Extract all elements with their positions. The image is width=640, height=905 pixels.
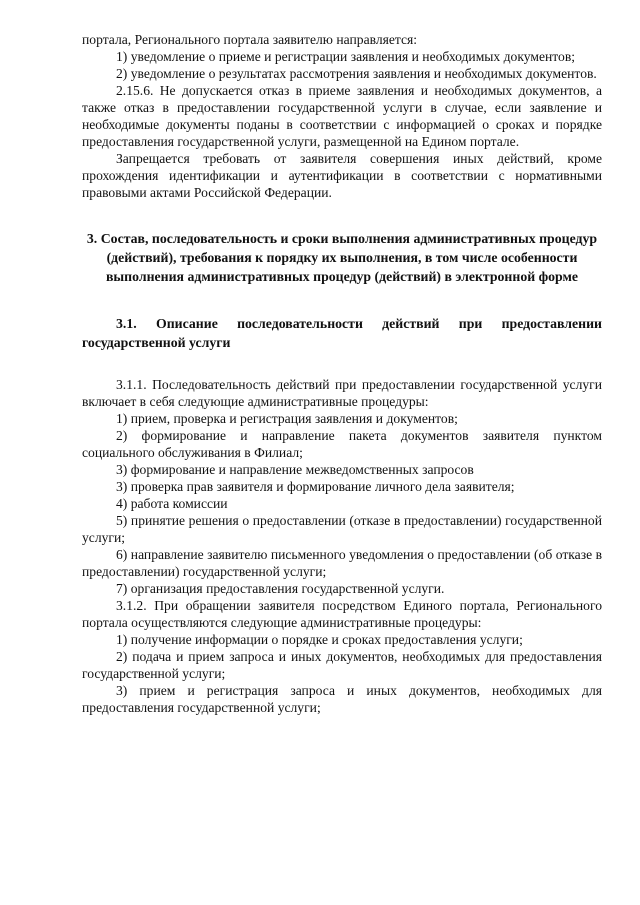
paragraph: 3.1.1. Последовательность действий при предоставлении государственной услуги включает в себя следующие административные процедуры: [82, 377, 602, 409]
list-item: 7) организация предоставления государственной услуги. [116, 581, 445, 596]
list-item: 2) формирование и направление пакета документов заявителя пунктом социального обслуживания в Филиал; [82, 428, 602, 460]
list-item: 2) подача и прием запроса и иных документов, необходимых для предоставления государственной услуги; [82, 649, 602, 681]
list-item: 3) проверка прав заявителя и формирование личного дела заявителя; [116, 479, 515, 494]
list-item: 1) прием, проверка и регистрация заявления и документов; [116, 411, 458, 426]
subsection-heading: 3.1. Описание последовательности действий при предоставлении государственной услуги [82, 316, 602, 350]
list-item: 4) работа комиссии [116, 496, 228, 511]
list-item: 1) уведомление о приеме и регистрации заявления и необходимых документов; [116, 49, 576, 64]
list-item: 3) формирование и направление межведомственных запросов [116, 462, 474, 477]
paragraph: Запрещается требовать от заявителя совершения иных действий, кроме прохождения идентификации и аутентификации в соответствии с нормативными правовыми актами Российской Федерации. [82, 151, 602, 200]
list-item: 5) принятие решения о предоставлении (отказе в предоставлении) государственной услуги; [82, 513, 602, 545]
paragraph: 3.1.2. При обращении заявителя посредством Единого портала, Регионального портала осуществляются следующие административные процедуры: [82, 598, 602, 630]
section-heading: 3. Состав, последовательность и сроки выполнения административных процедур (действий), требования к порядку их выполнения, в том числе особенности выполнения административных процедур (действий) в электронной форме [86, 231, 598, 284]
list-item: 6) направление заявителю письменного уведомления о предоставлении (об отказе в предоставлении) государственной услуги; [82, 547, 602, 579]
list-item: 3) прием и регистрация запроса и иных документов, необходимых для предоставления государственной услуги; [82, 683, 602, 715]
paragraph: 2.15.6. Не допускается отказ в приеме заявления и необходимых документов, а также отказ в предоставлении государственной услуги в случае, если заявление и необходимые документы поданы в соответствии с информацией о сроках и порядке предоставления государственной услуги, размещенной на Едином портале. [82, 83, 602, 149]
list-item: 2) уведомление о результатах рассмотрения заявления и необходимых документов. [116, 66, 597, 81]
paragraph: портала, Регионального портала заявителю направляется: [82, 32, 418, 47]
list-item: 1) получение информации о порядке и сроках предоставления услуги; [116, 632, 523, 647]
